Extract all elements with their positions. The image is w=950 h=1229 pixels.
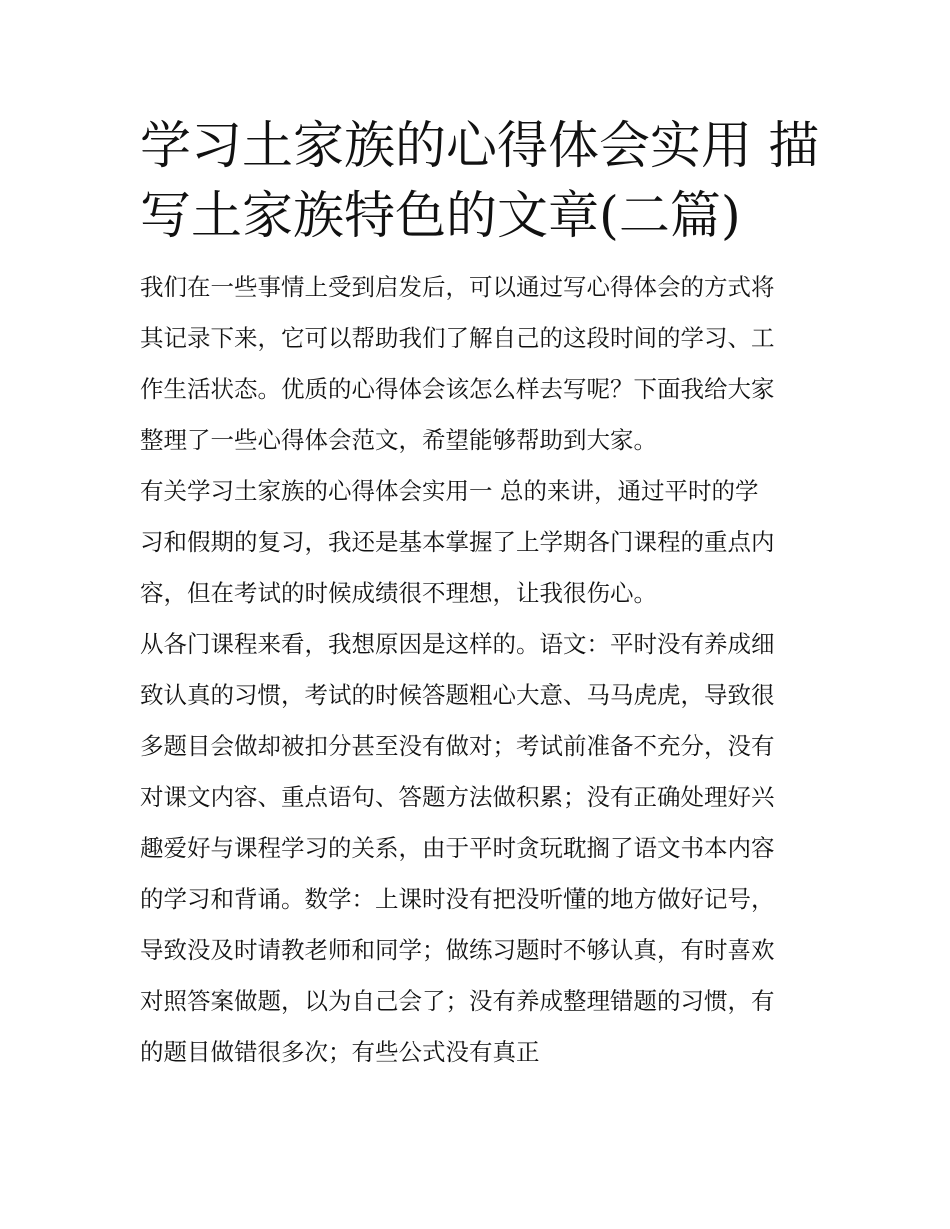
title-line: 学习土家族的心得体会实用 描 (140, 117, 820, 176)
paragraph-line: 的学习和背诵。数学：上课时没有把没听懂的地方做好记号， (140, 885, 775, 913)
paragraph-line: 的题目做错很多次；有些公式没有真正 (140, 1038, 540, 1066)
paragraph-line: 其记录下来，它可以帮助我们了解自己的这段时间的学习、工 (140, 324, 775, 352)
paragraph-line: 有关学习土家族的心得体会实用一 总的来讲，通过平时的学 (140, 477, 759, 505)
paragraph-line: 导致没及时请教老师和同学；做练习题时不够认真，有时喜欢 (140, 936, 775, 964)
paragraph-line: 对课文内容、重点语句、答题方法做积累；没有正确处理好兴 (140, 783, 775, 811)
paragraph-line: 从各门课程来看，我想原因是这样的。语文：平时没有养成细 (140, 630, 775, 658)
paragraph-line: 我们在一些事情上受到启发后，可以通过写心得体会的方式将 (140, 273, 775, 301)
title-line: 写土家族特色的文章(二篇) (140, 187, 741, 246)
document-content (140, 112, 820, 1078)
paragraph-line: 习和假期的复习，我还是基本掌握了上学期各门课程的重点内 (140, 528, 775, 556)
document-body (140, 262, 815, 1078)
paragraph-line: 容，但在考试的时候成绩很不理想，让我很伤心。 (140, 579, 657, 607)
paragraph-line: 致认真的习惯，考试的时候答题粗心大意、马马虎虎，导致很 (140, 681, 775, 709)
paragraph-line: 趣爱好与课程学习的关系，由于平时贪玩耽搁了语文书本内容 (140, 834, 775, 862)
document-title (140, 112, 820, 252)
paragraph-line: 对照答案做题，以为自己会了；没有养成整理错题的习惯，有 (140, 987, 775, 1015)
paragraph-line: 作生活状态。优质的心得体会该怎么样去写呢？下面我给大家 (140, 375, 775, 403)
paragraph-line: 多题目会做却被扣分甚至没有做对；考试前准备不充分，没有 (140, 732, 775, 760)
paragraph-line: 整理了一些心得体会范文，希望能够帮助到大家。 (140, 426, 657, 454)
